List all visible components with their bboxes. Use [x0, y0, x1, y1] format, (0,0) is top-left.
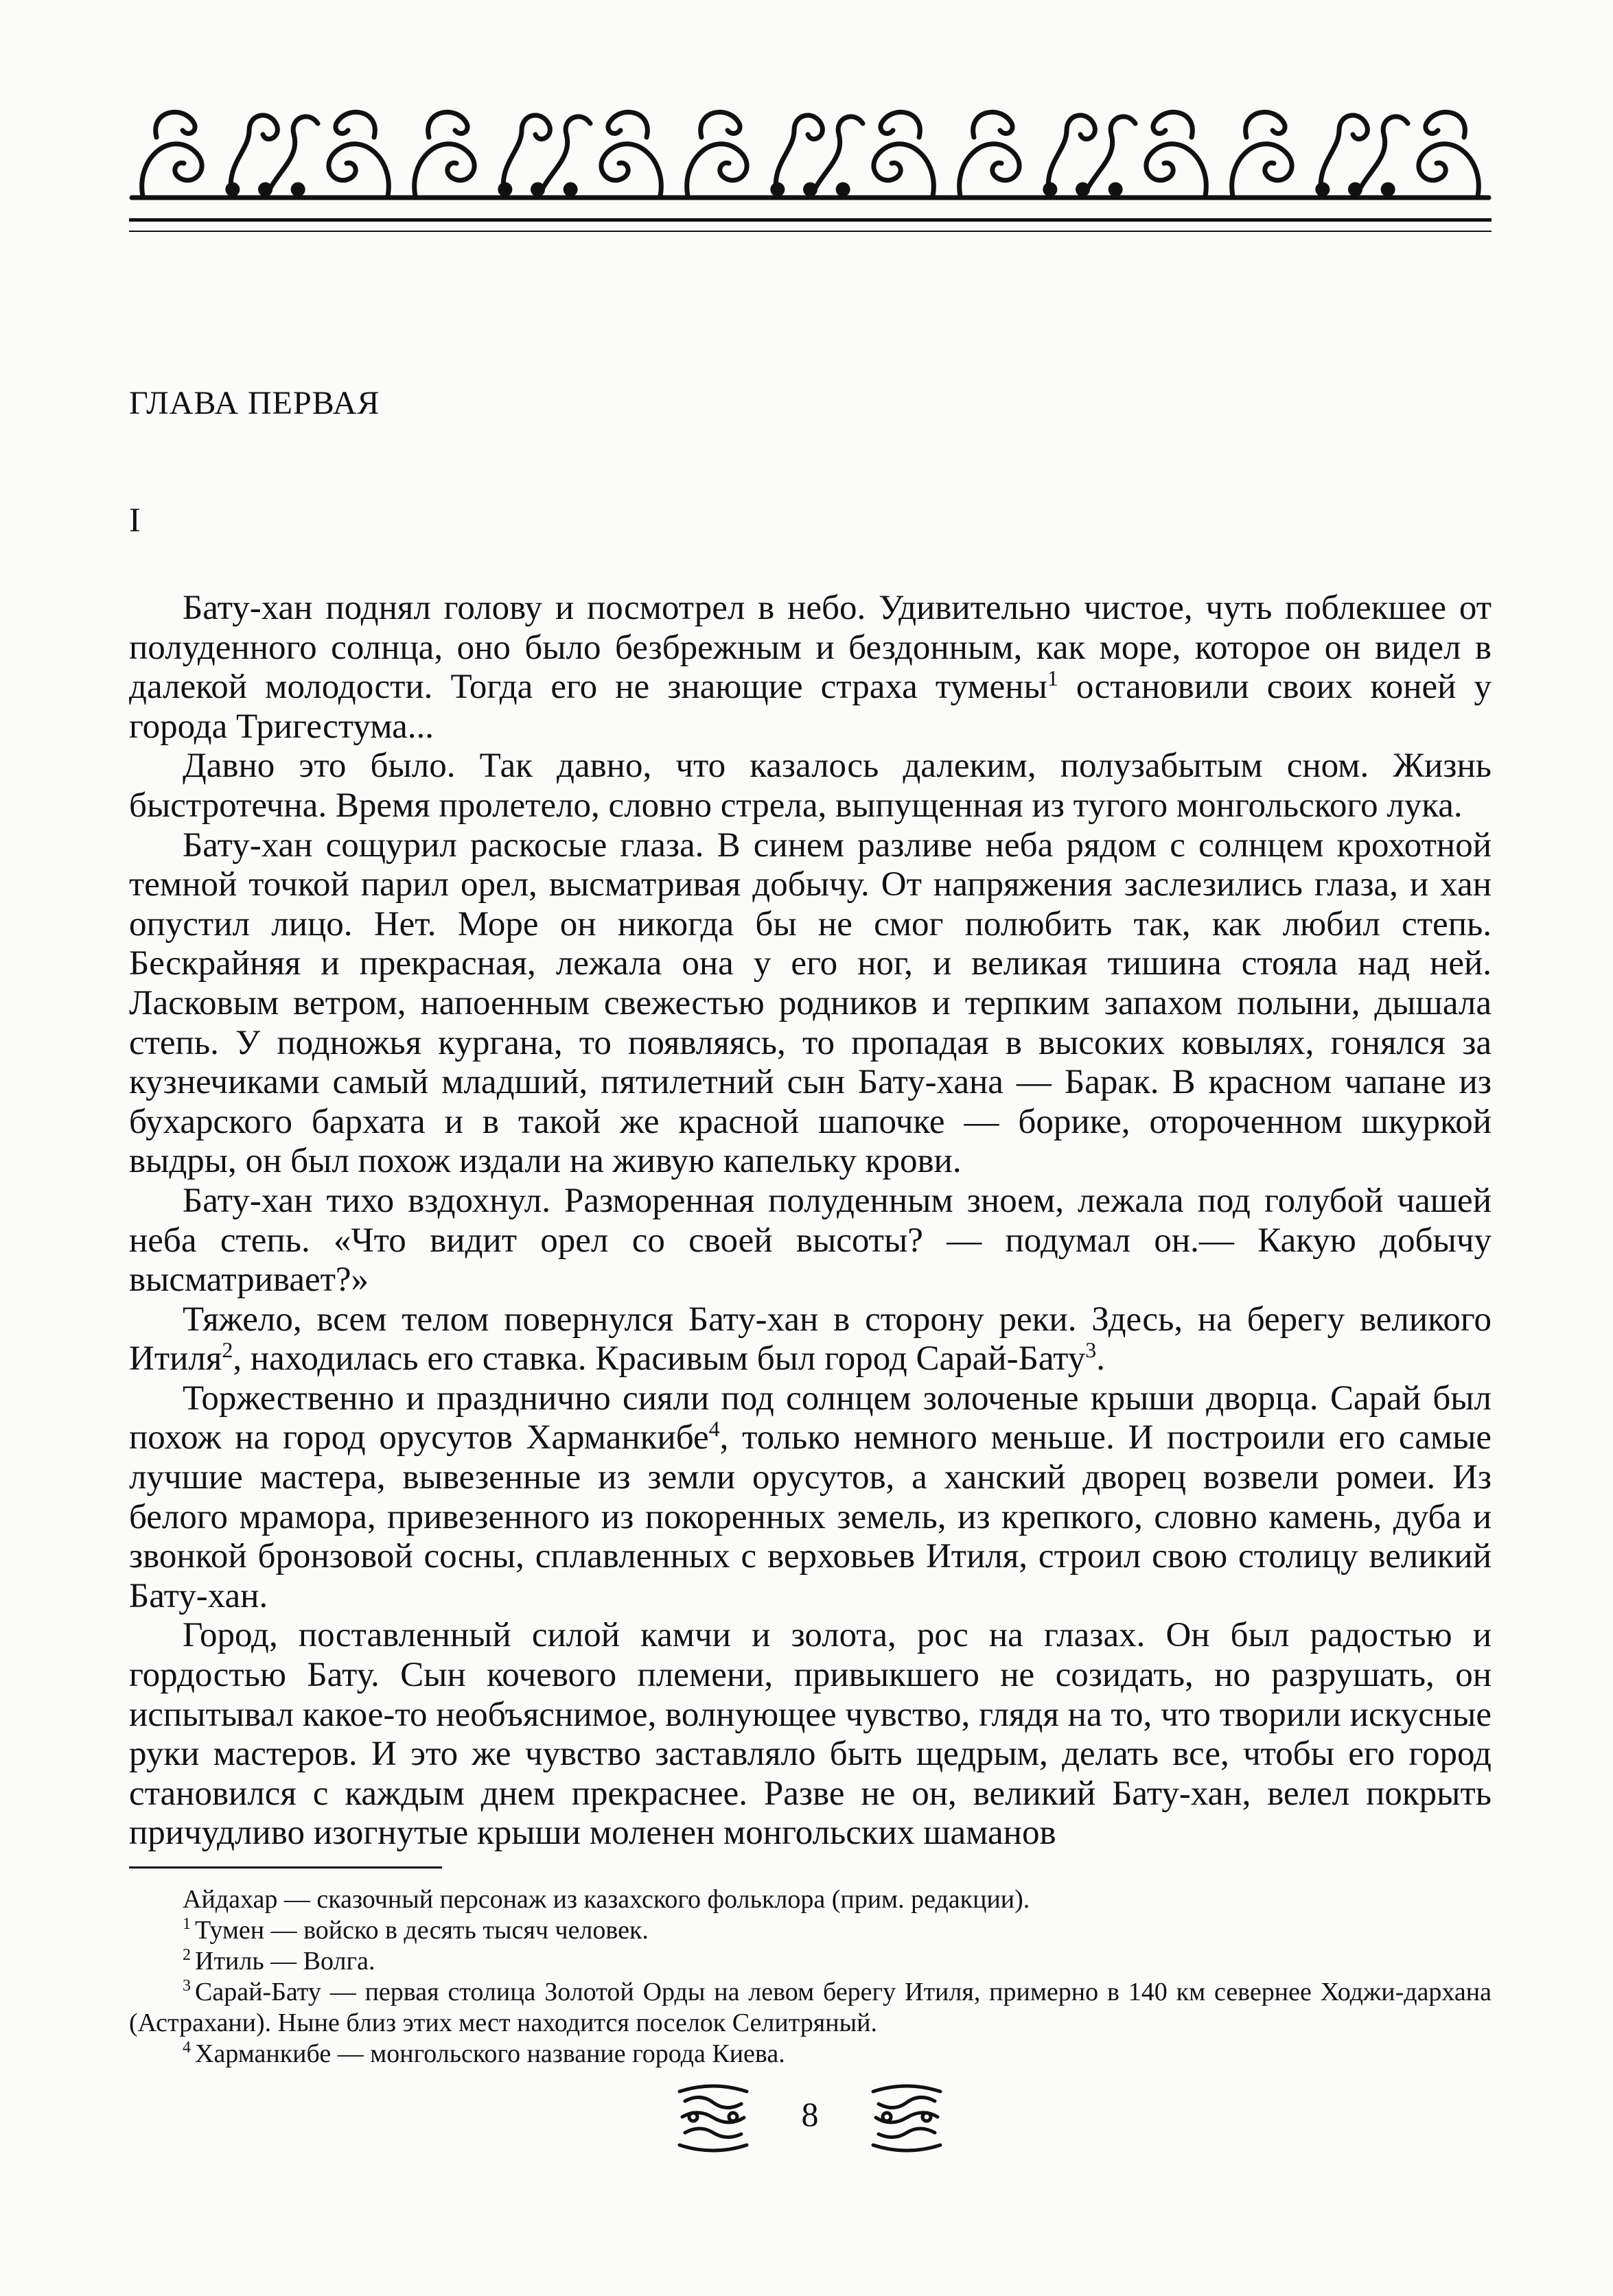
footnotes [129, 1884, 1492, 2070]
paragraph-2: Давно это было. Так давно, что казалось далеким, полузабытым сном. Жизнь быстротечна. Время пролетело, словно стрела, выпущенная из тугого монгольского лука. [129, 747, 1492, 825]
page-number: 8 [801, 2095, 819, 2133]
folio-ornament-right-icon [866, 2079, 947, 2155]
footnote-ref-3[interactable]: 3 [1085, 1337, 1097, 1363]
page-folio [673, 2079, 947, 2155]
ornament-motif [960, 112, 1207, 196]
paragraph-7: Город, поставленный силой камчи и золота, рос на глазах. Он был радостью и гордостью Бату. Сын кочевого племени, привыкшего не созидать, но разрушать, он испытывал какое-то необъяснимое, волнующее чувство, глядя на то, что творили искусные руки мастеров. И это же чувство заставляло быть щедрым, делать все, чтобы его город становился с каждым днем прекраснее. Разве не он, великий Бату-хан, велел покрыть причудливо изогнутые крыши моленен монгольских шаманов [129, 1616, 1492, 1853]
chapter-title: ГЛАВА ПЕРВАЯ [129, 385, 380, 421]
ornamental-header-band [129, 103, 1492, 206]
footnote-ref-1[interactable]: 1 [1047, 666, 1058, 691]
footnote-ref-4[interactable]: 4 [708, 1416, 720, 1442]
footnote-4: $^4$ Харманкибе — монгольского название города Киева. [183, 2039, 785, 2068]
footnote-separator [129, 1866, 442, 1869]
header-rule-thick [129, 218, 1492, 222]
ornament-motif [687, 112, 934, 196]
paragraph-3: Бату-хан сощурил раскосые глаза. В синем разливе неба рядом с солнцем крохотной темной точкой парил орел, высматривая добычу. От напряжения заслезились глаза, и хан опустил лицо. Нет. Море он никогда бы не смог полюбить так, как любил степь. Бескрайняя и прекрасная, лежала она у его ног, и великая тишина стояла над ней. Ласковым ветром, напоенным свежестью родников и терпким запахом полыни, дышала степь. У подножья кургана, то появляясь, то пропадая в высоких ковылях, гонялся за кузнечиками самый младший, пятилетний сын Бату-хана — Барак. В красном чапане из бухарского бархата и в такой же красной шапочке — борике, отороченном шкуркой выдры, он был похож издали на живую капельку крови. [129, 825, 1492, 1181]
ornament-motif [415, 112, 662, 196]
ornament-motif [1232, 112, 1479, 196]
footnote-1: $^1$ Тумен — войско в десять тысяч человек. [183, 1915, 649, 1945]
section-number: I [129, 500, 141, 539]
header-rule-thin [129, 231, 1492, 232]
footnote-ref-2[interactable]: 2 [222, 1337, 233, 1363]
body-text [129, 589, 1492, 1853]
ornament-motif [142, 112, 389, 196]
paragraph-4: Бату-хан тихо вздохнул. Разморенная полуденным зноем, лежала под голубой чашей неба степь. «Что видит орел со своей высоты? — подумал он.— Какую добычу высматривает?» [129, 1181, 1492, 1300]
paragraph-5: Тяжело, всем телом повернулся Бату-хан в сторону реки. Здесь, на берегу великого Итиля$^2$, находилась его ставка. Красивым был город Сарай-Бату$^3$. [129, 1300, 1492, 1379]
paragraph-1: Бату-хан поднял голову и посмотрел в небо. Удивительно чистое, чуть поблекшее от полуденного солнца, оно было безбрежным и бездонным, как море, которое он видел в далекой молодости. Тогда его не знающие страха тумены$^1$ остановили своих коней у города Тригестума... [129, 589, 1492, 746]
paragraph-6: Торжественно и празднично сияли под солнцем золоченые крыши дворца. Сарай был похож на город орусутов Харманкибе$^4$, только немного меньше. И построили его самые лучшие мастера, вывезенные из земли орусутов, а ханский дворец возвели ромеи. Из белого мрамора, привезенного из покоренных земель, из крепкого, словно камень, дуба и звонкой бронзовой сосны, сплавленных с верховьев Итиля, строил свою столицу великий Бату-хан. [129, 1379, 1492, 1615]
folio-ornament-left-icon [673, 2079, 754, 2155]
footnote-0: Айдахар — сказочный персонаж из казахского фольклора (прим. редакции). [183, 1885, 1030, 1914]
footnote-3: $^3$ Сарай-Бату — первая столица Золотой Орды на левом берегу Итиля, примерно в 140 км севернее Ходжи-дархана (Астрахани). Ныне близ этих мест находится поселок Селитряный. [129, 1977, 1492, 2037]
footnote-2: $^2$ Итиль — Волга. [183, 1946, 375, 1976]
